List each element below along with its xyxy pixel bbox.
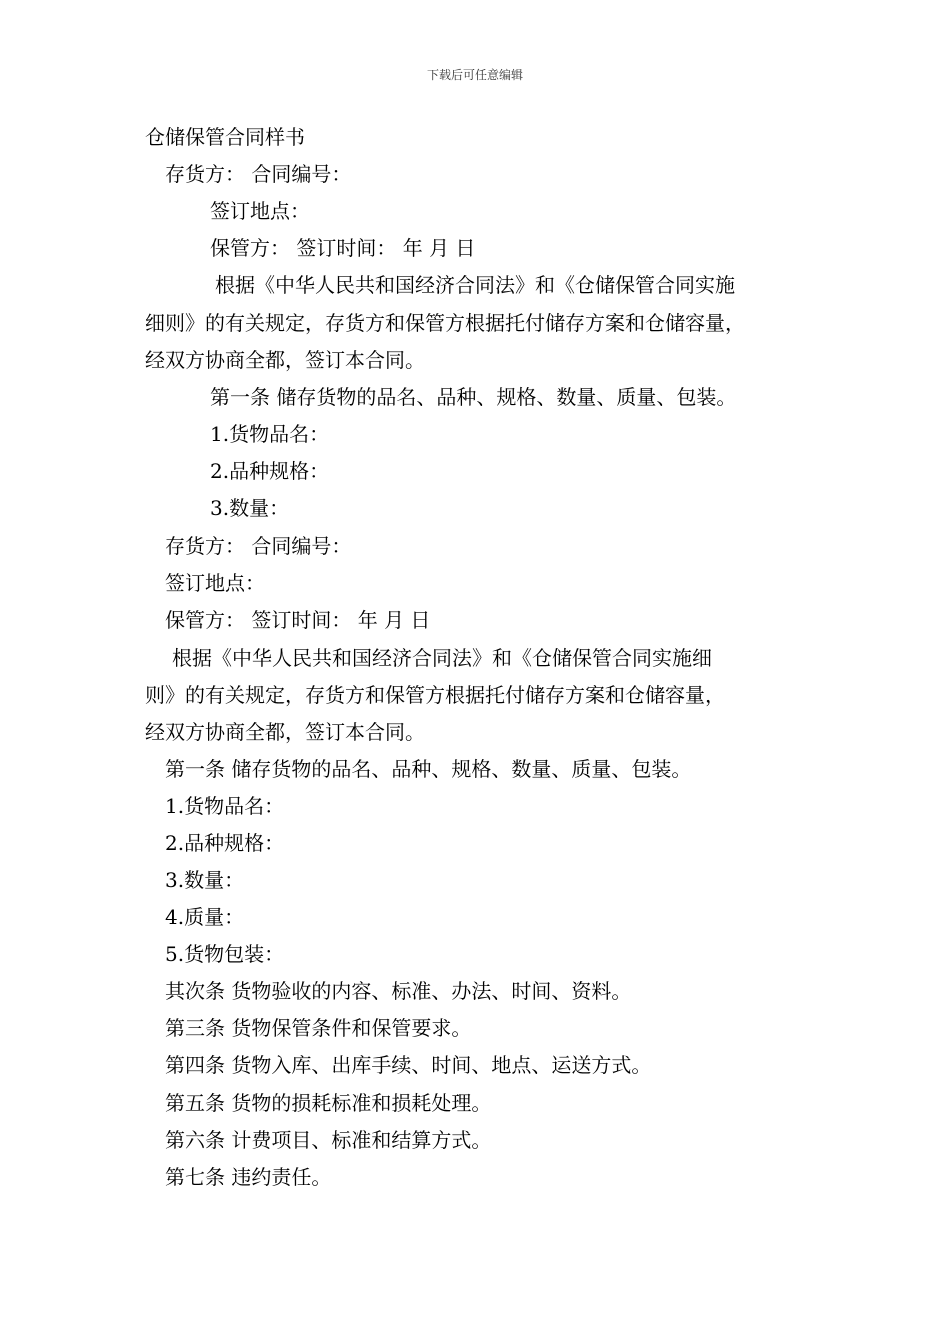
item-goods-name: 1.货物品名： xyxy=(210,422,330,446)
preamble-line-2-b: 则》的有关规定，存货方和保管方根据托付储存方案和仓储容量， xyxy=(145,683,725,707)
article-3: 第三条 货物保管条件和保管要求。 xyxy=(165,1016,472,1040)
item-quality: 4.质量： xyxy=(165,905,245,929)
article-6: 第六条 计费项目、标准和结算方式。 xyxy=(165,1128,492,1152)
preamble-line-3-b: 经双方协商全都，签订本合同。 xyxy=(145,720,425,744)
item-quantity: 3.数量： xyxy=(210,496,290,520)
article-1-b: 第一条 储存货物的品名、品种、规格、数量、质量、包装。 xyxy=(165,757,692,781)
article-5: 第五条 货物的损耗标准和损耗处理。 xyxy=(165,1091,492,1115)
document-title: 仓储保管合同样书 xyxy=(145,125,305,149)
item-packaging: 5.货物包装： xyxy=(165,942,285,966)
sign-place-line-2: 签订地点： xyxy=(165,571,265,595)
article-7: 第七条 违约责任。 xyxy=(165,1165,332,1189)
keeper-sign-date-line-2: 保管方： 签订时间： 年 月 日 xyxy=(165,608,431,632)
preamble-line-3: 经双方协商全都，签订本合同。 xyxy=(145,348,425,372)
item-goods-name-b: 1.货物品名： xyxy=(165,794,285,818)
article-2: 其次条 货物验收的内容、标准、办法、时间、资料。 xyxy=(165,979,632,1003)
depositor-contract-no-line: 存货方： 合同编号： xyxy=(165,162,352,186)
preamble-line-2: 细则》的有关规定，存货方和保管方根据托付储存方案和仓储容量， xyxy=(145,311,745,335)
item-variety-spec: 2.品种规格： xyxy=(210,459,330,483)
item-quantity-b: 3.数量： xyxy=(165,868,245,892)
article-4: 第四条 货物入库、出库手续、时间、地点、运送方式。 xyxy=(165,1053,652,1077)
preamble-line-1-b: 根据《中华人民共和国经济合同法》和《仓储保管合同实施细 xyxy=(172,646,712,670)
item-variety-spec-b: 2.品种规格： xyxy=(165,831,285,855)
depositor-contract-no-line-2: 存货方： 合同编号： xyxy=(165,534,352,558)
article-1: 第一条 储存货物的品名、品种、规格、数量、质量、包装。 xyxy=(210,385,737,409)
page-header-note: 下载后可任意编辑 xyxy=(426,68,523,82)
preamble-line-1: 根据《中华人民共和国经济合同法》和《仓储保管合同实施 xyxy=(215,273,735,297)
keeper-sign-date-line: 保管方： 签订时间： 年 月 日 xyxy=(210,236,476,260)
sign-place-line: 签订地点： xyxy=(210,199,310,223)
